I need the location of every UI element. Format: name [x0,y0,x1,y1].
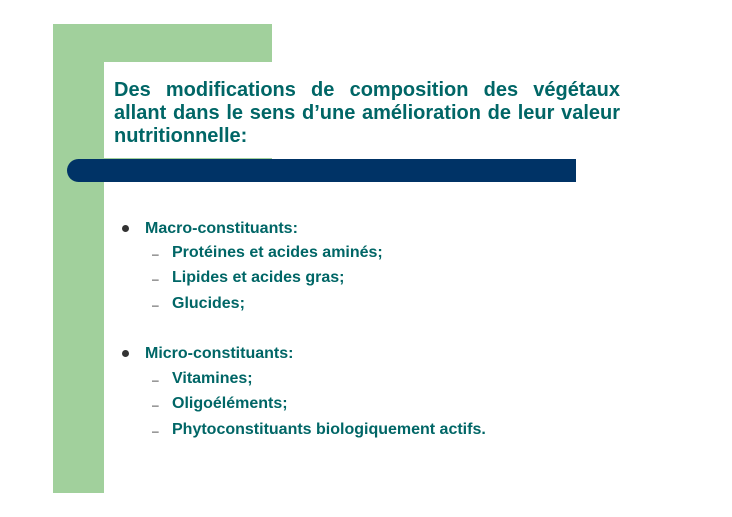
bullet-icon [122,225,129,232]
list-subitem: Oligoéléments; [172,395,288,412]
dash-icon: – [152,298,159,312]
slide-title: Des modifications de composition des végétaux allant dans le sens d’une amélioration de leur valeur nutritionnelle: [114,79,620,147]
dash-icon: – [152,247,159,261]
list-subitem: Protéines et acides aminés; [172,244,383,261]
list-item-group-micro: Micro-constituants: [145,345,294,362]
list-subitem: Glucides; [172,295,245,312]
dash-icon: – [152,272,159,286]
list-subitem: Phytoconstituants biologiquement actifs. [172,421,486,438]
bullet-icon [122,350,129,357]
dash-icon: – [152,373,159,387]
dash-icon: – [152,398,159,412]
list-item-group-macro: Macro-constituants: [145,220,298,237]
dash-icon: – [152,424,159,438]
list-subitem: Lipides et acides gras; [172,269,345,286]
list-subitem: Vitamines; [172,370,253,387]
